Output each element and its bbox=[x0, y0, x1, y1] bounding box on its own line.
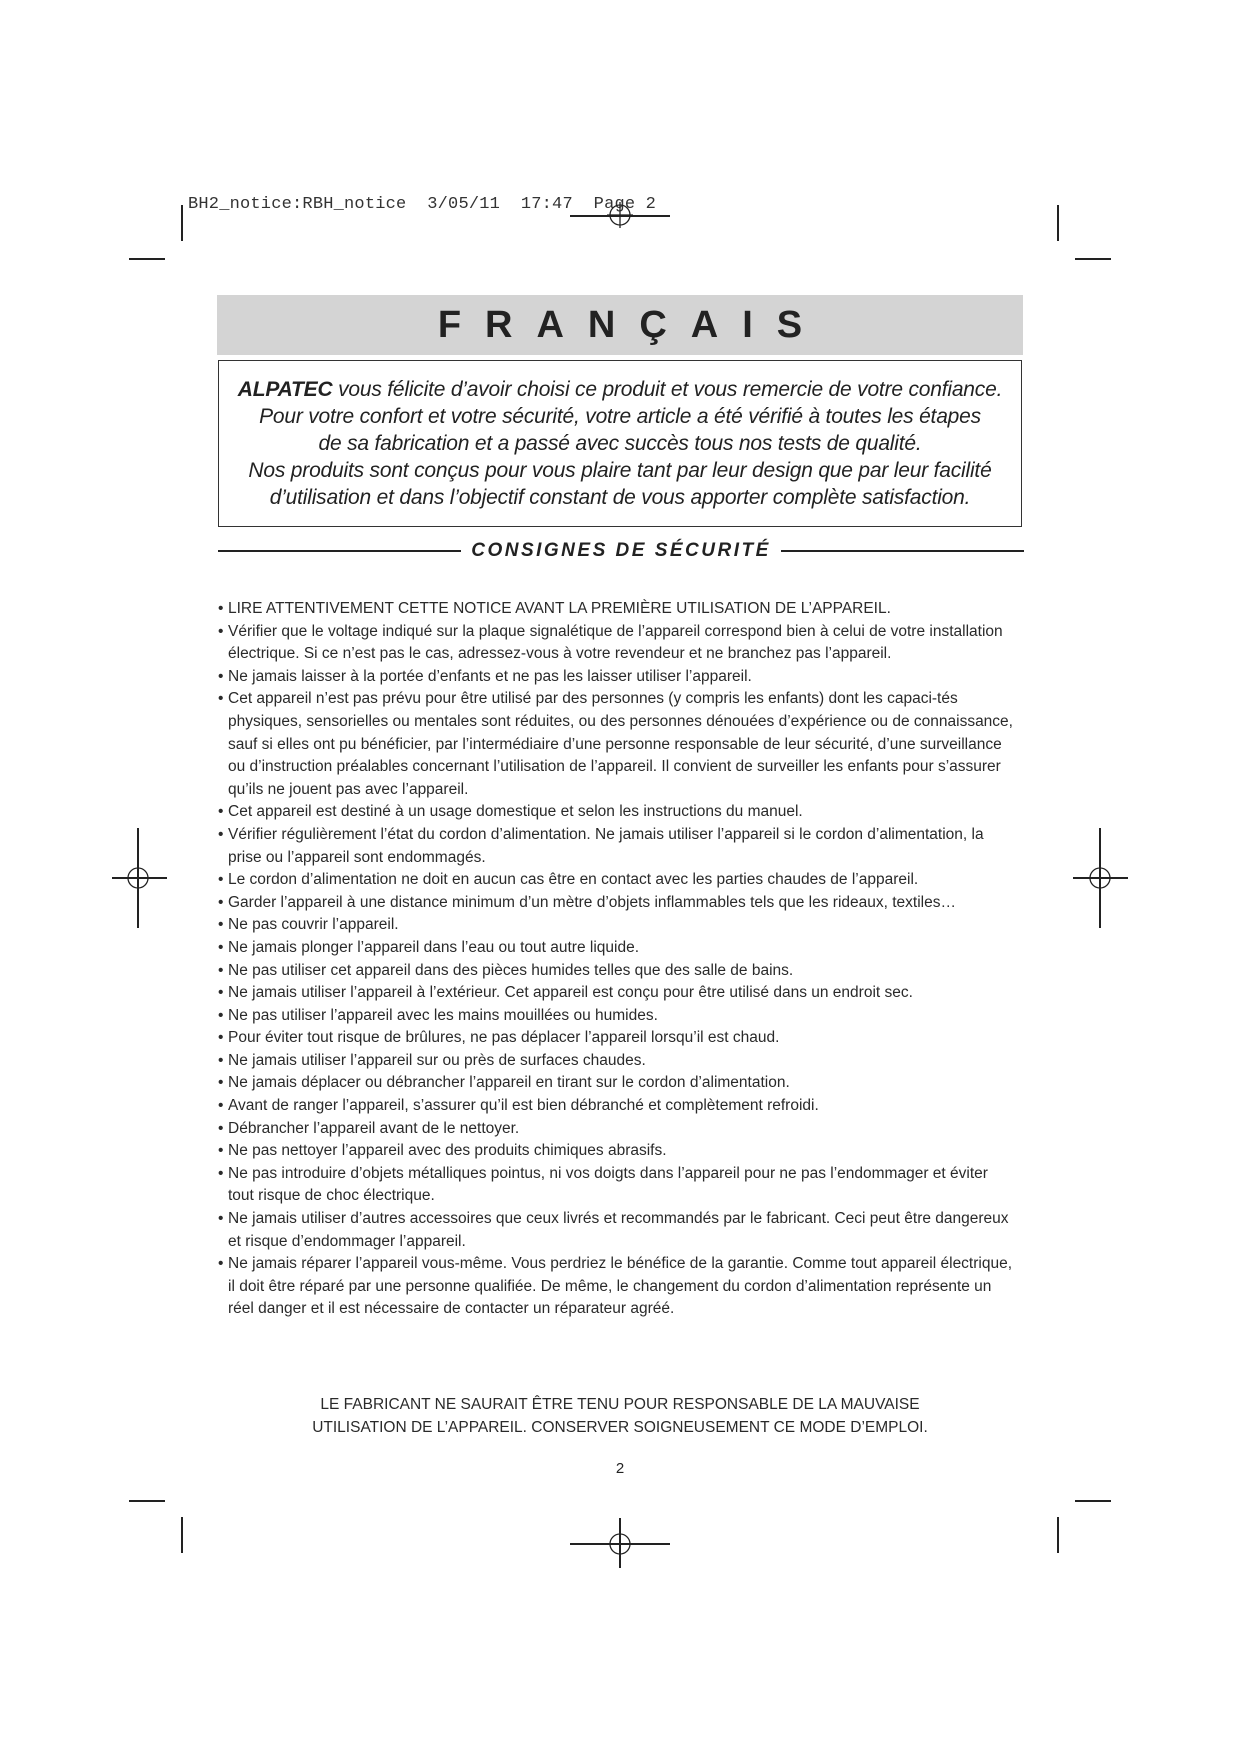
safety-item: • Avant de ranger l’appareil, s’assurer qu’il est bien débranché et complètement refroidi. bbox=[218, 1095, 1018, 1118]
safety-item: • Ne jamais utiliser l’appareil sur ou près de surfaces chaudes. bbox=[218, 1050, 1018, 1073]
safety-item: • Pour éviter tout risque de brûlures, ne pas déplacer l’appareil lorsqu’il est chaud. bbox=[218, 1027, 1018, 1050]
brand-name: ALPATEC bbox=[237, 378, 333, 401]
registration-mark-bottom-icon bbox=[607, 1531, 633, 1557]
heading-rule-right bbox=[781, 550, 1024, 552]
safety-item: • Vérifier que le voltage indiqué sur la plaque signalétique de l’appareil correspond bien à celui de votre installation électrique. Si ce n’est pas le cas, adressez-vous à votre revendeur et ne branchez pas l’appareil. bbox=[218, 621, 1018, 666]
safety-item: • Vérifier régulièrement l’état du cordon d’alimentation. Ne jamais utiliser l’appareil si le cordon d’alimentation, la prise ou l’appareil sont endommagés. bbox=[218, 824, 1018, 869]
registration-mark-top-icon bbox=[607, 202, 633, 228]
heading-rule-left bbox=[218, 550, 461, 552]
manufacturer-disclaimer bbox=[217, 1393, 1023, 1439]
registration-line-right-h bbox=[1073, 877, 1128, 879]
crop-mark-bottom-right-h bbox=[1075, 1500, 1111, 1502]
safety-title: CONSIGNES DE SÉCURITÉ bbox=[471, 540, 771, 561]
intro-line-3: de sa fabrication et a passé avec succès tous nos tests de qualité. bbox=[318, 432, 922, 455]
safety-item: • Cet appareil n’est pas prévu pour être utilisé par des personnes (y compris les enfants) dont les capaci-tés physiques, sensorielles ou mentales sont réduites, ou des personnes dénouées d’expérience ou de connaissance, sauf si elles ont pu bénéficier, par l’intermédiaire d’une personne responsable de leur sécurité, d’une surveillance ou d’instruction préalables concernant l’utilisation de l’appareil. Il convient de surveiller les enfants pour s’assurer qu’ils ne jouent pas avec l’appareil. bbox=[218, 688, 1018, 801]
intro-line-5: d’utilisation et dans l’objectif constant de vous apporter complète satisfaction. bbox=[269, 486, 971, 509]
safety-item: • Cet appareil est destiné à un usage domestique et selon les instructions du manuel. bbox=[218, 801, 1018, 824]
safety-item: • Ne jamais réparer l’appareil vous-même. Vous perdriez le bénéfice de la garantie. Comme tout appareil électrique, il doit être réparé par une personne qualifiée. De même, le changement du cordon d’alimentation représente un réel danger et il est nécessaire de contacter un réparateur agréé. bbox=[218, 1253, 1018, 1321]
crop-mark-top-right-h bbox=[1075, 258, 1111, 260]
safety-item: • Ne pas introduire d’objets métalliques pointus, ni vos doigts dans l’appareil pour ne pas l’endommager et éviter tout risque de choc électrique. bbox=[218, 1163, 1018, 1208]
intro-line-1-text: vous félicite d’avoir choisi ce produit et vous remercie de votre confiance. bbox=[332, 378, 1003, 401]
intro-line-2: Pour votre confort et votre sécurité, votre article a été vérifié à toutes les étapes bbox=[259, 405, 981, 428]
intro-box bbox=[218, 360, 1022, 527]
crop-mark-bottom-left-v bbox=[181, 1517, 183, 1553]
print-slug: BH2_notice:RBH_notice 3/05/11 17:47 Page 2 bbox=[188, 195, 657, 214]
safety-item: • Garder l’appareil à une distance minimum d’un mètre d’objets inflammables tels que les rideaux, textiles… bbox=[218, 892, 1018, 915]
safety-item: • Ne pas nettoyer l’appareil avec des produits chimiques abrasifs. bbox=[218, 1140, 1018, 1163]
crop-mark-top-right-v bbox=[1057, 205, 1059, 241]
crop-mark-top-left-v bbox=[181, 205, 183, 241]
safety-item: • Débrancher l’appareil avant de le nettoyer. bbox=[218, 1118, 1018, 1141]
disclaimer-line-2: UTILISATION DE L’APPAREIL. CONSERVER SOIGNEUSEMENT CE MODE D’EMPLOI. bbox=[312, 1419, 928, 1436]
safety-list bbox=[218, 598, 1018, 1321]
crop-mark-bottom-left-h bbox=[129, 1500, 165, 1502]
safety-item: • Ne jamais utiliser d’autres accessoires que ceux livrés et recommandés par le fabricant. Ceci peut être dangereux et risque d’endommager l’appareil. bbox=[218, 1208, 1018, 1253]
safety-item: • Ne pas utiliser l’appareil avec les mains mouillées ou humides. bbox=[218, 1005, 1018, 1028]
intro-line-1 bbox=[238, 376, 1002, 403]
safety-item: • Ne pas couvrir l’appareil. bbox=[218, 914, 1018, 937]
safety-item: • Ne jamais utiliser l’appareil à l’extérieur. Cet appareil est conçu pour être utilisé dans un endroit sec. bbox=[218, 982, 1018, 1005]
safety-item: • LIRE ATTENTIVEMENT CETTE NOTICE AVANT LA PREMIÈRE UTILISATION DE L’APPAREIL. bbox=[218, 598, 1018, 621]
safety-item: • Le cordon d’alimentation ne doit en aucun cas être en contact avec les parties chaudes de l’appareil. bbox=[218, 869, 1018, 892]
language-header bbox=[217, 295, 1023, 355]
safety-item: • Ne jamais déplacer ou débrancher l’appareil en tirant sur le cordon d’alimentation. bbox=[218, 1072, 1018, 1095]
safety-item: • Ne pas utiliser cet appareil dans des pièces humides telles que des salle de bains. bbox=[218, 960, 1018, 983]
disclaimer-line-1: LE FABRICANT NE SAURAIT ÊTRE TENU POUR RESPONSABLE DE LA MAUVAISE bbox=[320, 1396, 920, 1413]
safety-item: • Ne jamais plonger l’appareil dans l’eau ou tout autre liquide. bbox=[218, 937, 1018, 960]
language-title: FRANÇAIS bbox=[437, 303, 827, 346]
registration-line-left-h bbox=[112, 877, 167, 879]
page-number: 2 bbox=[615, 1460, 625, 1477]
crop-mark-bottom-right-v bbox=[1057, 1517, 1059, 1553]
safety-item: • Ne jamais laisser à la portée d’enfants et ne pas les laisser utiliser l’appareil. bbox=[218, 666, 1018, 689]
safety-heading bbox=[218, 540, 1024, 562]
crop-mark-top-left-h bbox=[129, 258, 165, 260]
intro-line-4: Nos produits sont conçus pour vous plaire tant par leur design que par leur facilité bbox=[248, 459, 992, 482]
